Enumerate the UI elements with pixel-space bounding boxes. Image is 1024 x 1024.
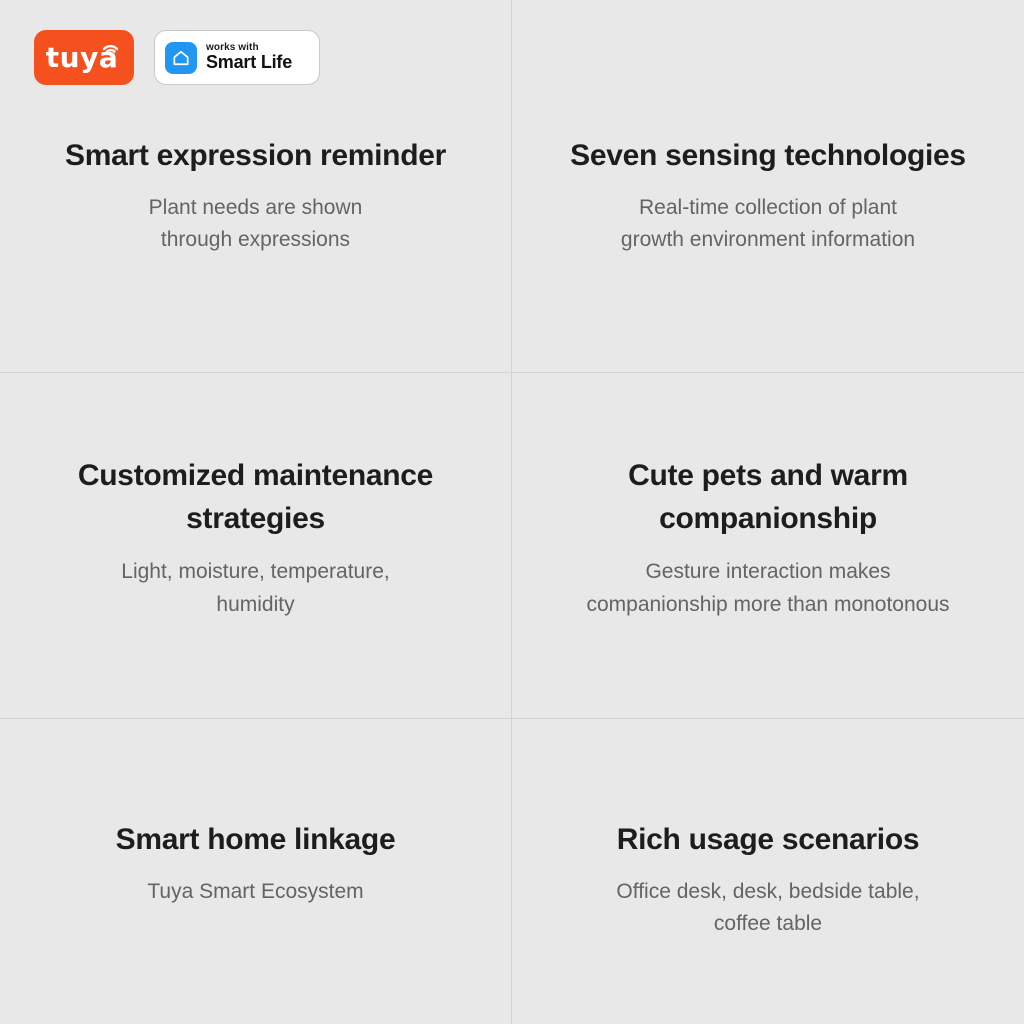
smart-life-label: Smart Life <box>206 52 293 73</box>
feature-subtitle-line: companionship more than monotonous <box>586 592 950 616</box>
feature-title: Smart home linkage <box>115 823 396 856</box>
feature-subtitle <box>149 192 363 257</box>
feature-title: Customized maintenance strategies <box>77 459 434 535</box>
feature-subtitle <box>586 556 949 621</box>
feature-subtitle-line: Gesture interaction makes <box>645 560 891 584</box>
feature-subtitle-line: coffee table <box>713 912 823 936</box>
feature-cell-2 <box>512 0 1024 373</box>
feature-cell-5 <box>0 719 512 1024</box>
feature-subtitle <box>147 876 363 909</box>
feature-subtitle <box>616 876 919 941</box>
tuya-wordmark: tuya <box>45 40 119 74</box>
feature-cell-6 <box>512 719 1024 1024</box>
feature-cell-4 <box>512 373 1024 719</box>
feature-subtitle-line: Tuya Smart Ecosystem <box>147 879 364 903</box>
works-with-label: works with <box>206 41 259 53</box>
feature-subtitle-line: through expressions <box>160 228 351 252</box>
feature-title: Rich usage scenarios <box>616 823 920 856</box>
feature-subtitle-line: Light, moisture, temperature, <box>121 560 390 584</box>
smart-life-text <box>206 43 292 72</box>
home-icon <box>165 42 197 74</box>
feature-subtitle-line: growth environment information <box>620 228 916 252</box>
feature-subtitle-line: Plant needs are shown <box>148 195 363 219</box>
smart-life-badge <box>154 30 320 85</box>
feature-title: Seven sensing technologies <box>570 139 966 172</box>
tuya-logo-badge <box>34 30 134 85</box>
wifi-icon <box>102 40 120 56</box>
feature-title: Cute pets and warm companionship <box>628 459 908 535</box>
feature-subtitle-line: Real-time collection of plant <box>639 195 897 219</box>
feature-cell-3 <box>0 373 512 719</box>
feature-title: Smart expression reminder <box>65 139 446 172</box>
feature-subtitle <box>621 192 915 257</box>
feature-subtitle-line: humidity <box>216 592 295 616</box>
feature-subtitle <box>121 556 389 621</box>
feature-subtitle-line: Office desk, desk, bedside table, <box>616 879 920 903</box>
badge-row <box>34 30 320 85</box>
